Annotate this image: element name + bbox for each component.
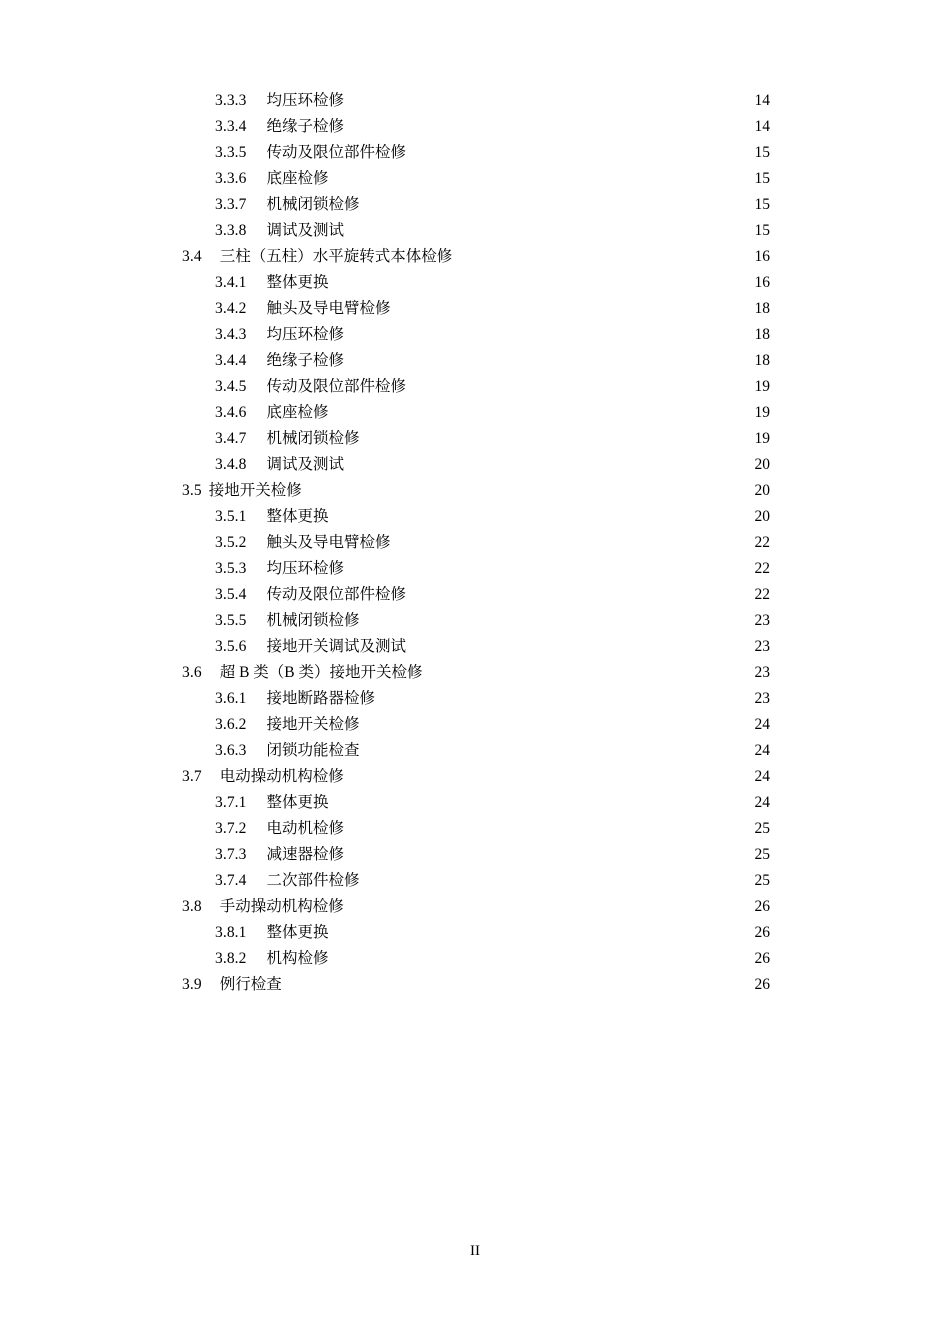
toc-entry[interactable] — [0, 946, 950, 972]
toc-entry-page-number: 18 — [754, 352, 770, 369]
toc-entry-title: 机械闭锁检修 — [266, 612, 360, 629]
toc-leader-dots — [391, 532, 737, 548]
toc-leader-dots — [329, 948, 742, 964]
toc-entry[interactable] — [0, 504, 950, 530]
toc-entry-page-number: 23 — [754, 638, 770, 655]
toc-entry[interactable] — [0, 192, 950, 218]
toc-entry-number: 3.8.2 — [215, 950, 247, 967]
toc-leader-dots — [344, 324, 737, 340]
toc-entry-number: 3.4.5 — [215, 378, 247, 395]
toc-entry-number: 3.5.3 — [215, 560, 247, 577]
toc-entry-page-number: 19 — [754, 404, 770, 421]
toc-entry[interactable] — [0, 660, 950, 686]
toc-entry-page-number: 24 — [754, 768, 770, 785]
toc-entry-title: 整体更换 — [266, 924, 329, 941]
toc-entry-title: 均压环检修 — [266, 326, 345, 343]
toc-entry-page-number: 26 — [754, 976, 770, 993]
toc-entry-title: 底座检修 — [266, 404, 329, 421]
toc-entry-title: 减速器检修 — [266, 846, 345, 863]
toc-entry-page-number: 23 — [754, 690, 770, 707]
toc-entry-title: 机械闭锁检修 — [266, 430, 360, 447]
toc-leader-dots — [344, 90, 737, 106]
toc-entry-number: 3.6.3 — [215, 742, 247, 759]
toc-entry[interactable] — [0, 712, 950, 738]
toc-entry-page-number: 14 — [754, 118, 770, 135]
toc-leader-dots — [344, 896, 737, 912]
toc-entry-title: 传动及限位部件检修 — [266, 586, 407, 603]
toc-leader-dots — [406, 376, 737, 392]
toc-entry-title: 闭锁功能检查 — [266, 742, 360, 759]
toc-leader-dots — [329, 168, 742, 184]
toc-entry-title: 绝缘子检修 — [266, 118, 345, 135]
toc-leader-dots — [360, 740, 737, 756]
toc-entry[interactable] — [0, 270, 950, 296]
toc-entry-number: 3.7.2 — [215, 820, 247, 837]
toc-entry-page-number: 18 — [754, 300, 770, 317]
toc-entry-page-number: 26 — [754, 924, 770, 941]
toc-entry-title: 接地开关检修 — [208, 482, 302, 499]
toc-entry-page-number: 20 — [754, 508, 770, 525]
toc-entry-page-number: 16 — [754, 248, 770, 265]
toc-entry-number: 3.5.2 — [215, 534, 247, 551]
toc-entry-page-number: 15 — [754, 196, 770, 213]
toc-leader-dots — [302, 480, 742, 496]
toc-entry-title: 接地断路器检修 — [266, 690, 376, 707]
toc-entry-page-number: 24 — [754, 794, 770, 811]
toc-entry-number: 3.5.1 — [215, 508, 247, 525]
toc-entry-page-number: 26 — [754, 898, 770, 915]
toc-leader-dots — [344, 766, 737, 782]
toc-leader-dots — [360, 870, 737, 886]
toc-leader-dots — [329, 506, 742, 522]
toc-leader-dots — [423, 662, 743, 678]
toc-entry-title: 调试及测试 — [266, 222, 345, 239]
toc-entry-title: 接地开关调试及测试 — [266, 638, 407, 655]
toc-entry-title: 电动机检修 — [266, 820, 345, 837]
toc-entry-title: 传动及限位部件检修 — [266, 378, 407, 395]
toc-entry-page-number: 25 — [754, 872, 770, 889]
page-footer: II — [470, 1243, 480, 1259]
toc-entry-title: 手动操动机构检修 — [219, 898, 344, 915]
toc-entry-title: 整体更换 — [266, 274, 329, 291]
toc-entry[interactable] — [0, 218, 950, 244]
toc-leader-dots — [344, 844, 737, 860]
toc-leader-dots — [329, 272, 742, 288]
toc-entry-number: 3.7.4 — [215, 872, 247, 889]
toc-entry-number: 3.4 — [182, 248, 202, 265]
toc-entry-title: 机械闭锁检修 — [266, 196, 360, 213]
toc-entry-title: 整体更换 — [266, 794, 329, 811]
toc-entry[interactable] — [0, 556, 950, 582]
toc-entry-number: 3.4.6 — [215, 404, 247, 421]
toc-entry[interactable] — [0, 114, 950, 140]
toc-leader-dots — [329, 792, 742, 808]
toc-entry-number: 3.7.3 — [215, 846, 247, 863]
toc-entry-number: 3.5.5 — [215, 612, 247, 629]
toc-entry-number: 3.5.6 — [215, 638, 247, 655]
toc-entry[interactable] — [0, 426, 950, 452]
toc-entry[interactable] — [0, 478, 950, 504]
toc-entry-page-number: 24 — [754, 716, 770, 733]
toc-entry[interactable] — [0, 972, 950, 998]
toc-leader-dots — [391, 298, 737, 314]
toc-entry-number: 3.3.7 — [215, 196, 247, 213]
toc-leader-dots — [406, 584, 737, 600]
toc-leader-dots — [329, 402, 742, 418]
toc-entry-number: 3.4.4 — [215, 352, 247, 369]
toc-entry-page-number: 26 — [754, 950, 770, 967]
toc-entry-number: 3.4.7 — [215, 430, 247, 447]
toc-entry-title: 整体更换 — [266, 508, 329, 525]
toc-entry[interactable] — [0, 608, 950, 634]
toc-leader-dots — [344, 220, 737, 236]
toc-entry-number: 3.8 — [182, 898, 202, 915]
toc-entry-page-number: 15 — [754, 144, 770, 161]
toc-leader-dots — [344, 558, 737, 574]
toc-entry-number: 3.5.4 — [215, 586, 247, 603]
toc-entry-number: 3.8.1 — [215, 924, 247, 941]
toc-leader-dots — [282, 974, 742, 990]
toc-entry[interactable] — [0, 790, 950, 816]
toc-entry-number: 3.3.5 — [215, 144, 247, 161]
toc-entry-number: 3.3.3 — [215, 92, 247, 109]
toc-entry[interactable] — [0, 842, 950, 868]
toc-leader-dots — [406, 636, 737, 652]
toc-entry-number: 3.5 — [182, 482, 202, 499]
toc-entry-title: 绝缘子检修 — [266, 352, 345, 369]
toc-entry-number: 3.7.1 — [215, 794, 247, 811]
toc-entry-title: 例行检查 — [219, 976, 282, 993]
toc-entry[interactable] — [0, 296, 950, 322]
toc-entry-page-number: 23 — [754, 664, 770, 681]
toc-entry-title: 传动及限位部件检修 — [266, 144, 407, 161]
toc-entry-page-number: 15 — [754, 222, 770, 239]
toc-entry-page-number: 22 — [754, 560, 770, 577]
toc-entry-page-number: 18 — [754, 326, 770, 343]
toc-entry-page-number: 25 — [754, 846, 770, 863]
toc-entry[interactable] — [0, 322, 950, 348]
toc-entry[interactable] — [0, 686, 950, 712]
toc-entry-page-number: 22 — [754, 586, 770, 603]
toc-entry-title: 底座检修 — [266, 170, 329, 187]
toc-entry-number: 3.4.1 — [215, 274, 247, 291]
toc-entry[interactable] — [0, 166, 950, 192]
toc-leader-dots — [360, 194, 737, 210]
toc-entry[interactable] — [0, 452, 950, 478]
toc-leader-dots — [360, 610, 737, 626]
table-of-contents — [0, 88, 950, 998]
toc-entry[interactable] — [0, 894, 950, 920]
toc-entry-title: 电动操动机构检修 — [219, 768, 344, 785]
toc-entry-title: 调试及测试 — [266, 456, 345, 473]
toc-entry-title: 均压环检修 — [266, 92, 345, 109]
toc-leader-dots — [344, 350, 737, 366]
toc-entry-title: 均压环检修 — [266, 560, 345, 577]
toc-entry[interactable] — [0, 348, 950, 374]
toc-entry-page-number: 20 — [754, 482, 770, 499]
toc-entry-page-number: 23 — [754, 612, 770, 629]
toc-entry-page-number: 22 — [754, 534, 770, 551]
toc-entry-number: 3.4.3 — [215, 326, 247, 343]
toc-entry[interactable] — [0, 868, 950, 894]
toc-leader-dots — [360, 428, 737, 444]
toc-entry[interactable] — [0, 530, 950, 556]
toc-leader-dots — [360, 714, 737, 730]
toc-entry-page-number: 15 — [754, 170, 770, 187]
toc-leader-dots — [344, 454, 737, 470]
toc-entry-number: 3.6 — [182, 664, 202, 681]
toc-entry-title: 超 B 类（B 类）接地开关检修 — [219, 664, 423, 681]
toc-entry-number: 3.4.8 — [215, 456, 247, 473]
toc-entry-number: 3.9 — [182, 976, 202, 993]
toc-entry-number: 3.6.2 — [215, 716, 247, 733]
toc-entry-page-number: 20 — [754, 456, 770, 473]
toc-entry-number: 3.6.1 — [215, 690, 247, 707]
toc-entry-title: 接地开关检修 — [266, 716, 360, 733]
toc-entry-number: 3.4.2 — [215, 300, 247, 317]
toc-entry[interactable] — [0, 634, 950, 660]
toc-entry[interactable] — [0, 374, 950, 400]
toc-entry-number: 3.3.8 — [215, 222, 247, 239]
toc-entry-number: 3.3.6 — [215, 170, 247, 187]
toc-leader-dots — [375, 688, 737, 704]
toc-entry-title: 三柱（五柱）水平旋转式本体检修 — [219, 248, 453, 265]
toc-leader-dots — [329, 922, 742, 938]
toc-entry[interactable] — [0, 764, 950, 790]
toc-entry[interactable] — [0, 816, 950, 842]
toc-entry-page-number: 25 — [754, 820, 770, 837]
toc-entry-title: 触头及导电臂检修 — [266, 300, 391, 317]
toc-entry-number: 3.3.4 — [215, 118, 247, 135]
toc-entry-title: 触头及导电臂检修 — [266, 534, 391, 551]
toc-entry-page-number: 19 — [754, 430, 770, 447]
toc-leader-dots — [452, 246, 737, 262]
toc-entry-page-number: 16 — [754, 274, 770, 291]
toc-entry-page-number: 24 — [754, 742, 770, 759]
toc-entry-page-number: 19 — [754, 378, 770, 395]
toc-entry-page-number: 14 — [754, 92, 770, 109]
toc-entry[interactable] — [0, 738, 950, 764]
toc-entry[interactable] — [0, 244, 950, 270]
toc-entry-number: 3.7 — [182, 768, 202, 785]
toc-entry[interactable] — [0, 140, 950, 166]
toc-entry[interactable] — [0, 400, 950, 426]
toc-entry-title: 二次部件检修 — [266, 872, 360, 889]
toc-leader-dots — [344, 818, 737, 834]
toc-leader-dots — [344, 116, 737, 132]
toc-leader-dots — [406, 142, 737, 158]
toc-entry[interactable] — [0, 920, 950, 946]
toc-entry-title: 机构检修 — [266, 950, 329, 967]
toc-entry[interactable] — [0, 88, 950, 114]
toc-entry[interactable] — [0, 582, 950, 608]
